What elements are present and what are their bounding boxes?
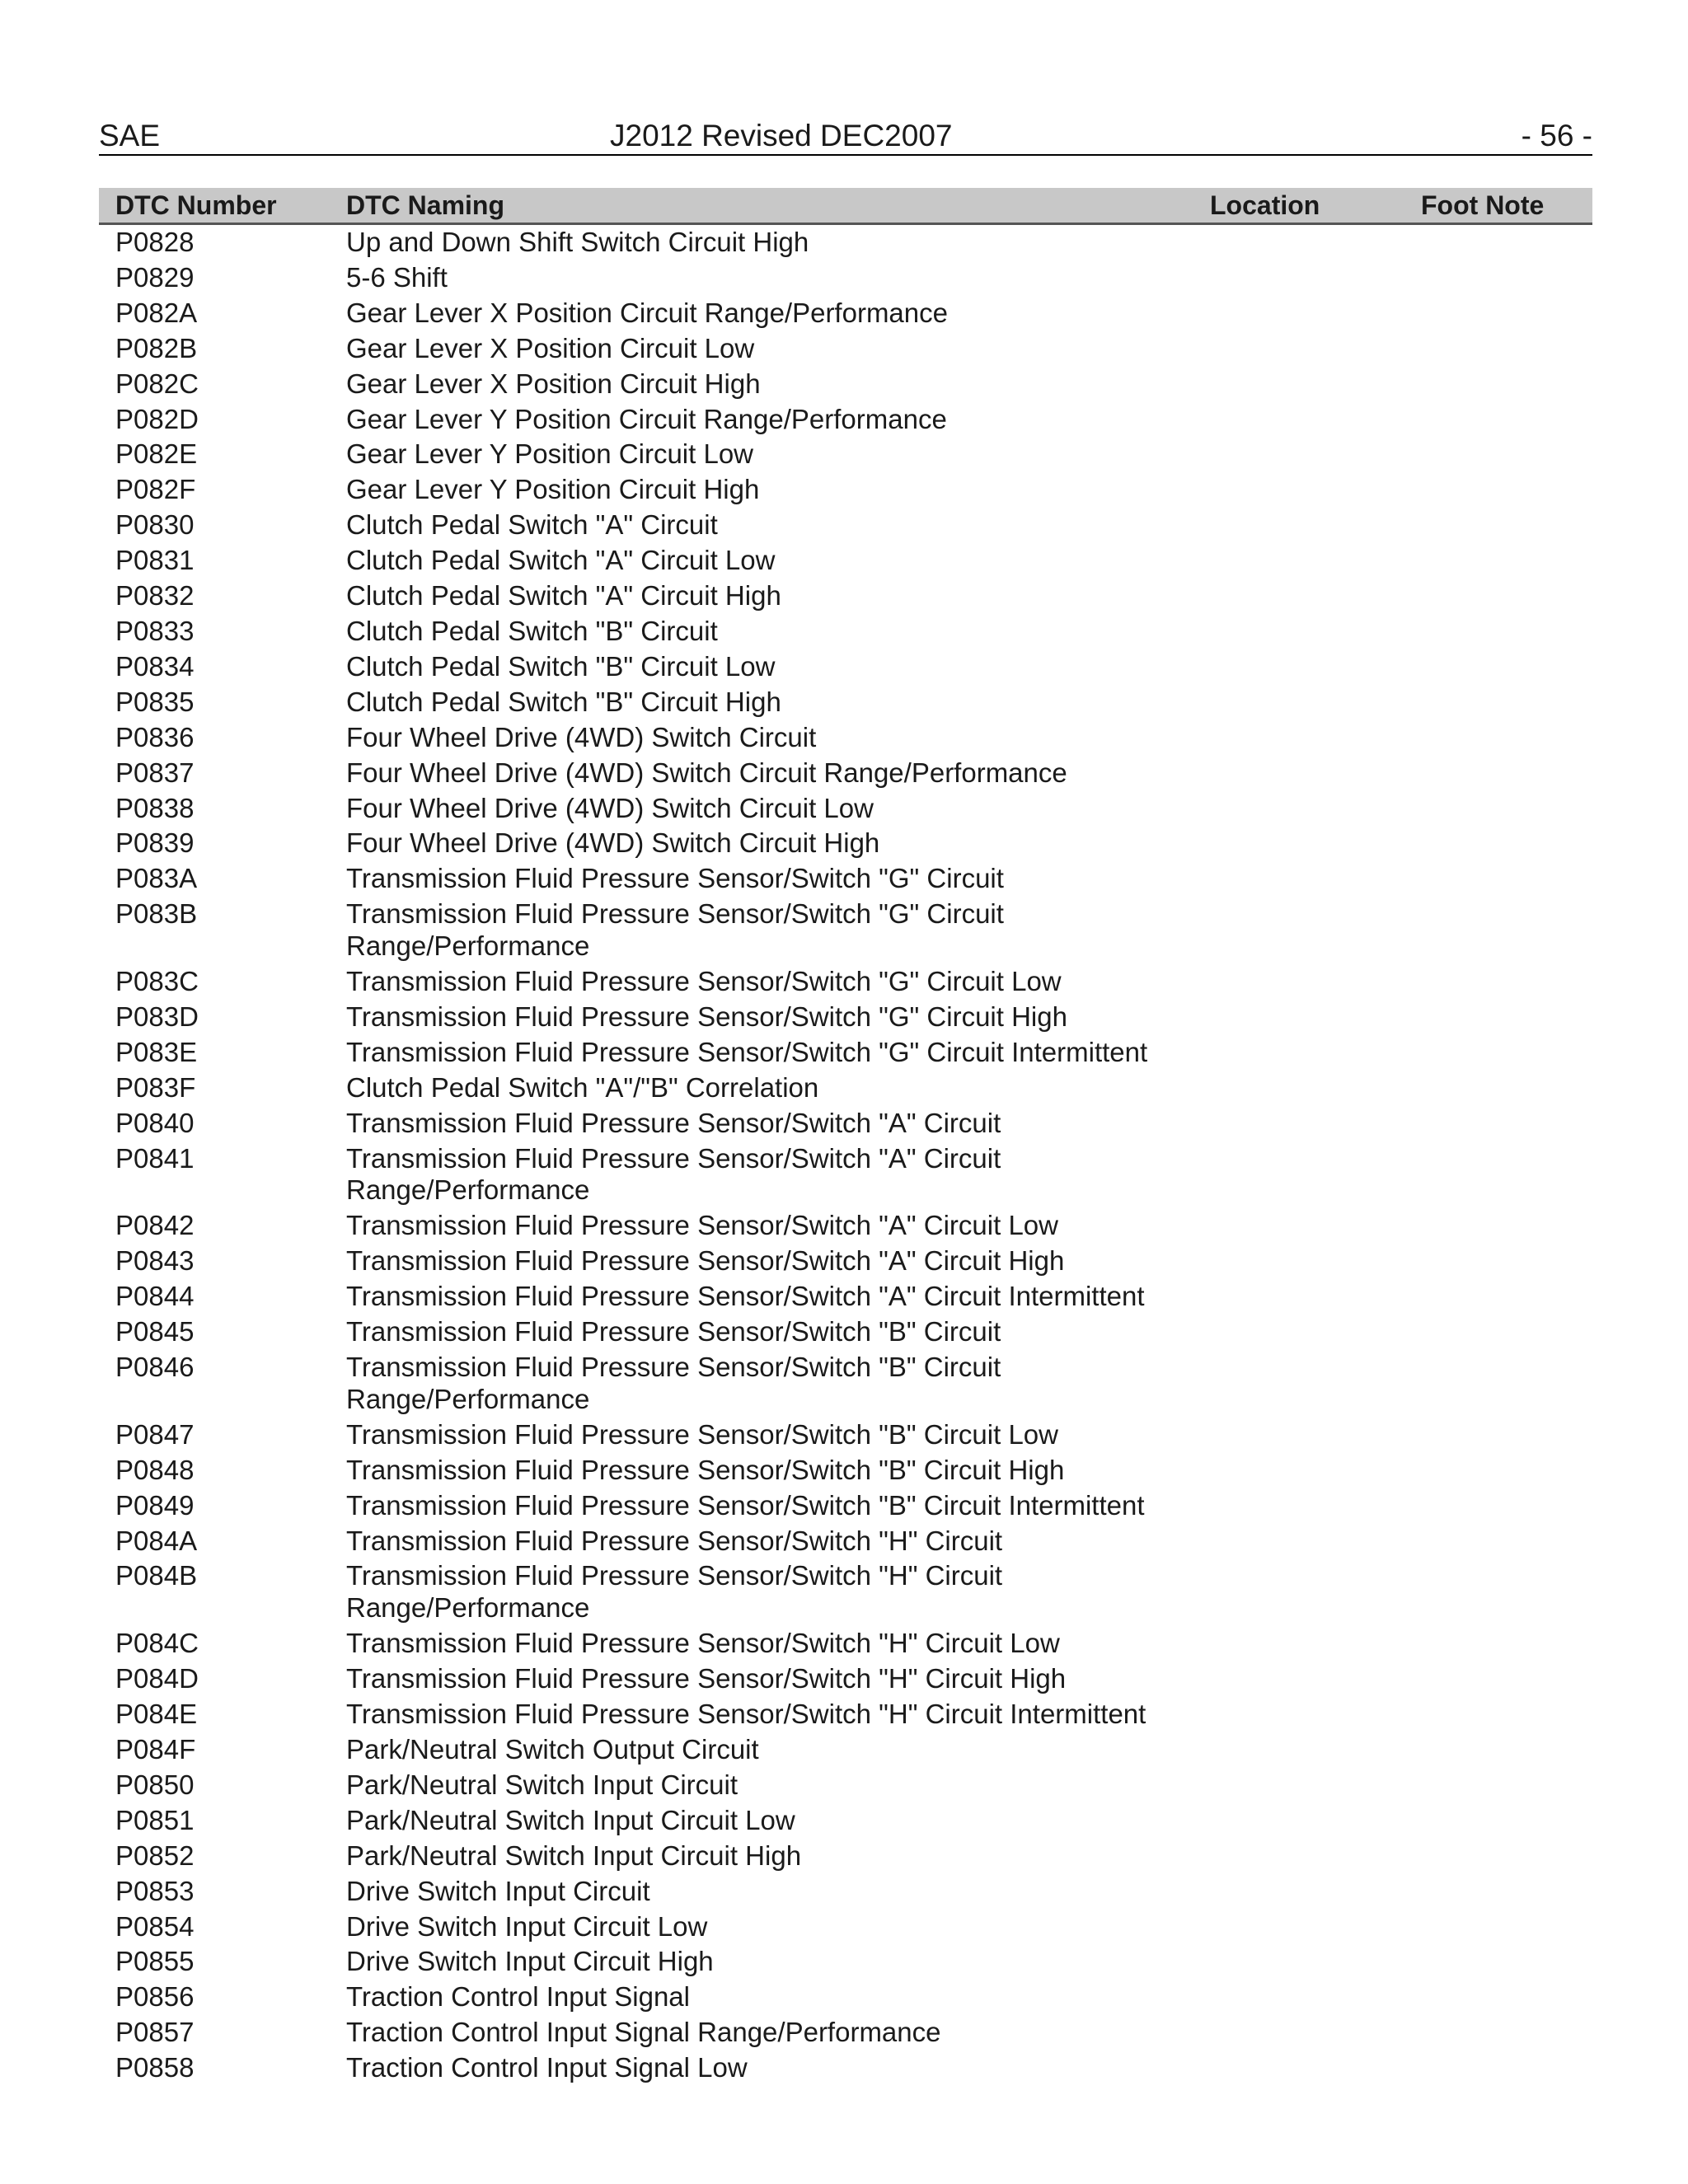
dtc-name: Gear Lever X Position Circuit Low: [346, 332, 755, 363]
dtc-name: Transmission Fluid Pressure Sensor/Switch "B" Circuit High: [346, 1454, 1065, 1485]
dtc-location: [1210, 368, 1421, 401]
dtc-name: Park/Neutral Switch Input Circuit Low: [346, 1804, 795, 1835]
dtc-location: [1210, 1628, 1421, 1660]
dtc-location: [1210, 651, 1421, 683]
dtc-footnote: [1421, 1981, 1592, 2013]
column-header-dtc-naming: DTC Naming: [346, 190, 504, 220]
dtc-footnote: [1421, 2017, 1592, 2049]
dtc-location: [1210, 227, 1421, 259]
dtc-name: Traction Control Input Signal Low: [346, 2052, 748, 2083]
dtc-name: Transmission Fluid Pressure Sensor/Switch "B" Circuit: [346, 1316, 1001, 1347]
table-row: [99, 826, 1592, 861]
dtc-name: Drive Switch Input Circuit Low: [346, 1910, 708, 1942]
dtc-name: Park/Neutral Switch Input Circuit High: [346, 1840, 802, 1871]
dtc-code: P0841: [115, 1142, 195, 1174]
dtc-footnote: [1421, 298, 1592, 330]
dtc-location: [1210, 1805, 1421, 1837]
dtc-name: Transmission Fluid Pressure Sensor/Switch "H" Circuit Intermittent: [346, 1699, 1146, 1730]
dtc-footnote: [1421, 1526, 1592, 1558]
dtc-footnote: [1421, 1143, 1592, 1207]
dtc-code: P084D: [115, 1663, 199, 1694]
table-row: [99, 2050, 1592, 2086]
table-row: [99, 1803, 1592, 1839]
dtc-location: [1210, 580, 1421, 612]
dtc-location: [1210, 1455, 1421, 1487]
dtc-footnote: [1421, 1699, 1592, 1731]
table-row: [99, 1910, 1592, 1945]
dtc-code: P0844: [115, 1281, 195, 1312]
header-org: SAE: [99, 119, 161, 152]
table-row: [99, 1279, 1592, 1315]
table-row: [99, 614, 1592, 649]
table-row: [99, 720, 1592, 756]
dtc-code: P082C: [115, 368, 199, 399]
dtc-name: Transmission Fluid Pressure Sensor/Switch "H" Circuit Low: [346, 1628, 1060, 1659]
table-row: [99, 1000, 1592, 1035]
dtc-footnote: [1421, 1628, 1592, 1660]
dtc-name: Drive Switch Input Circuit High: [346, 1946, 714, 1977]
dtc-location: [1210, 1490, 1421, 1522]
table-row: [99, 1418, 1592, 1453]
dtc-code: P084F: [115, 1733, 196, 1765]
dtc-footnote: [1421, 368, 1592, 401]
dtc-location: [1210, 1981, 1421, 2013]
dtc-code: P0828: [115, 227, 195, 257]
dtc-location: [1210, 298, 1421, 330]
dtc-location: [1210, 827, 1421, 860]
dtc-name: Transmission Fluid Pressure Sensor/Switch "H" Circuit Range/Performance: [346, 1560, 1003, 1624]
dtc-location: [1210, 1840, 1421, 1872]
table-row: [99, 1626, 1592, 1661]
dtc-name: Clutch Pedal Switch "A" Circuit High: [346, 580, 781, 612]
dtc-code: P0856: [115, 1981, 195, 2013]
dtc-location: [1210, 1734, 1421, 1766]
dtc-footnote: [1421, 687, 1592, 719]
table-row: [99, 1697, 1592, 1732]
dtc-footnote: [1421, 1769, 1592, 1802]
dtc-footnote: [1421, 757, 1592, 790]
dtc-name: Transmission Fluid Pressure Sensor/Switch "G" Circuit: [346, 863, 1004, 894]
dtc-code: P083F: [115, 1071, 196, 1103]
dtc-footnote: [1421, 1455, 1592, 1487]
dtc-footnote: [1421, 2052, 1592, 2084]
dtc-location: [1210, 2052, 1421, 2084]
dtc-name: Transmission Fluid Pressure Sensor/Switch "B" Circuit Low: [346, 1418, 1058, 1450]
dtc-footnote: [1421, 1490, 1592, 1522]
dtc-footnote: [1421, 898, 1592, 963]
dtc-footnote: [1421, 1946, 1592, 1978]
dtc-footnote: [1421, 404, 1592, 436]
dtc-name: Clutch Pedal Switch "A"/"B" Correlation: [346, 1071, 819, 1103]
dtc-location: [1210, 966, 1421, 998]
dtc-name: 5-6 Shift: [346, 261, 448, 293]
dtc-code: P0850: [115, 1769, 195, 1800]
dtc-footnote: [1421, 1560, 1592, 1624]
table-row: [99, 2015, 1592, 2050]
dtc-name: Gear Lever Y Position Circuit High: [346, 474, 760, 505]
table-row: [99, 756, 1592, 791]
dtc-location: [1210, 863, 1421, 895]
column-header-foot-note: Foot Note: [1421, 190, 1545, 220]
dtc-footnote: [1421, 966, 1592, 998]
dtc-name: Park/Neutral Switch Output Circuit: [346, 1733, 759, 1765]
dtc-code: P0836: [115, 721, 195, 752]
table-row: [99, 685, 1592, 720]
dtc-name: Four Wheel Drive (4WD) Switch Circuit High: [346, 827, 880, 859]
dtc-name: Transmission Fluid Pressure Sensor/Switch "B" Circuit Intermittent: [346, 1489, 1145, 1521]
dtc-footnote: [1421, 333, 1592, 365]
dtc-location: [1210, 404, 1421, 436]
dtc-code: P0838: [115, 792, 195, 823]
dtc-name: Transmission Fluid Pressure Sensor/Switch "B" Circuit Range/Performance: [346, 1352, 1001, 1414]
dtc-location: [1210, 1769, 1421, 1802]
table-row: [99, 1768, 1592, 1803]
dtc-location: [1210, 1210, 1421, 1242]
dtc-footnote: [1421, 1072, 1592, 1104]
dtc-code: P0845: [115, 1316, 195, 1347]
dtc-name: Clutch Pedal Switch "B" Circuit: [346, 615, 718, 646]
dtc-name: Transmission Fluid Pressure Sensor/Switch "G" Circuit Range/Performance: [346, 898, 1004, 962]
table-row: [99, 579, 1592, 614]
dtc-location: [1210, 545, 1421, 577]
table-row: [99, 1453, 1592, 1488]
dtc-footnote: [1421, 1001, 1592, 1033]
table-row: [99, 437, 1592, 472]
dtc-footnote: [1421, 1911, 1592, 1943]
dtc-code: P082B: [115, 332, 198, 363]
table-row: [99, 1732, 1592, 1768]
dtc-footnote: [1421, 827, 1592, 860]
dtc-code: P0851: [115, 1804, 195, 1835]
dtc-code: P084E: [115, 1699, 198, 1730]
dtc-location: [1210, 1526, 1421, 1558]
dtc-code: P0857: [115, 2017, 195, 2048]
dtc-name: Traction Control Input Signal Range/Performance: [346, 2017, 941, 2048]
dtc-footnote: [1421, 1316, 1592, 1348]
table-row: [99, 1244, 1592, 1279]
dtc-name: Traction Control Input Signal: [346, 1981, 690, 2013]
table-row: [99, 1661, 1592, 1697]
dtc-footnote: [1421, 651, 1592, 683]
dtc-code: P082D: [115, 403, 199, 434]
dtc-location: [1210, 474, 1421, 506]
dtc-name: Transmission Fluid Pressure Sensor/Switch "A" Circuit High: [346, 1245, 1065, 1277]
dtc-table: [99, 188, 1592, 2086]
table-row: [99, 861, 1592, 897]
dtc-location: [1210, 1281, 1421, 1313]
table-row: [99, 1524, 1592, 1559]
table-row: [99, 1315, 1592, 1350]
dtc-code: P082E: [115, 438, 198, 470]
table-row: [99, 260, 1592, 296]
table-row: [99, 402, 1592, 438]
dtc-name: Drive Switch Input Circuit: [346, 1875, 650, 1906]
dtc-name: Up and Down Shift Switch Circuit High: [346, 227, 809, 257]
dtc-name: Park/Neutral Switch Input Circuit: [346, 1769, 738, 1800]
dtc-name: Transmission Fluid Pressure Sensor/Switch "A" Circuit Low: [346, 1210, 1058, 1241]
dtc-code: P0846: [115, 1352, 195, 1382]
table-row: [99, 225, 1592, 260]
dtc-location: [1210, 1143, 1421, 1207]
dtc-code: P0834: [115, 650, 195, 682]
table-row: [99, 1141, 1592, 1209]
dtc-name: Transmission Fluid Pressure Sensor/Switch "H" Circuit: [346, 1525, 1003, 1556]
dtc-location: [1210, 438, 1421, 471]
dtc-location: [1210, 757, 1421, 790]
dtc-code: P0837: [115, 757, 195, 788]
table-row: [99, 543, 1592, 579]
dtc-code: P082F: [115, 474, 196, 505]
dtc-code: P0848: [115, 1454, 195, 1485]
table-row: [99, 1106, 1592, 1141]
table-row: [99, 296, 1592, 331]
dtc-code: P083E: [115, 1036, 198, 1067]
dtc-footnote: [1421, 1419, 1592, 1451]
table-row: [99, 1071, 1592, 1106]
dtc-location: [1210, 1419, 1421, 1451]
table-row: [99, 508, 1592, 543]
table-row: [99, 1035, 1592, 1071]
dtc-footnote: [1421, 722, 1592, 754]
dtc-location: [1210, 1037, 1421, 1069]
dtc-code: P0842: [115, 1210, 195, 1241]
dtc-name: Transmission Fluid Pressure Sensor/Switch "H" Circuit High: [346, 1663, 1067, 1694]
dtc-code: P0843: [115, 1245, 195, 1277]
dtc-footnote: [1421, 616, 1592, 648]
column-header-location: Location: [1210, 190, 1320, 220]
dtc-footnote: [1421, 262, 1592, 294]
dtc-code: P0830: [115, 509, 195, 541]
dtc-location: [1210, 1352, 1421, 1416]
table-header: [99, 188, 1592, 225]
dtc-footnote: [1421, 474, 1592, 506]
dtc-footnote: [1421, 863, 1592, 895]
dtc-code: P0853: [115, 1875, 195, 1906]
dtc-name: Clutch Pedal Switch "B" Circuit High: [346, 686, 781, 717]
dtc-name: Four Wheel Drive (4WD) Switch Circuit: [346, 721, 817, 752]
dtc-footnote: [1421, 1210, 1592, 1242]
dtc-location: [1210, 1072, 1421, 1104]
dtc-name: Transmission Fluid Pressure Sensor/Switch "G" Circuit Low: [346, 966, 1062, 997]
table-row: [99, 649, 1592, 685]
dtc-name: Clutch Pedal Switch "A" Circuit: [346, 509, 718, 541]
dtc-location: [1210, 722, 1421, 754]
dtc-footnote: [1421, 227, 1592, 259]
dtc-name: Transmission Fluid Pressure Sensor/Switch "A" Circuit Intermittent: [346, 1281, 1145, 1312]
dtc-location: [1210, 1001, 1421, 1033]
table-row: [99, 367, 1592, 402]
dtc-code: P0849: [115, 1489, 195, 1521]
table-row: [99, 1488, 1592, 1524]
dtc-location: [1210, 687, 1421, 719]
dtc-footnote: [1421, 438, 1592, 471]
dtc-footnote: [1421, 793, 1592, 825]
dtc-location: [1210, 262, 1421, 294]
table-row: [99, 791, 1592, 827]
dtc-location: [1210, 1946, 1421, 1978]
dtc-code: P0852: [115, 1840, 195, 1871]
dtc-code: P083B: [115, 898, 198, 930]
dtc-location: [1210, 509, 1421, 541]
table-row: [99, 964, 1592, 1000]
dtc-name: Transmission Fluid Pressure Sensor/Switch "A" Circuit: [346, 1107, 1001, 1138]
table-row: [99, 1874, 1592, 1910]
table-row: [99, 1839, 1592, 1874]
dtc-code: P0840: [115, 1107, 195, 1138]
table-row: [99, 1558, 1592, 1626]
column-header-dtc-number: DTC Number: [115, 190, 277, 220]
dtc-footnote: [1421, 1805, 1592, 1837]
dtc-footnote: [1421, 509, 1592, 541]
dtc-name: Four Wheel Drive (4WD) Switch Circuit Range/Performance: [346, 757, 1067, 788]
dtc-location: [1210, 616, 1421, 648]
dtc-footnote: [1421, 580, 1592, 612]
dtc-footnote: [1421, 545, 1592, 577]
dtc-code: P0847: [115, 1418, 195, 1450]
dtc-name: Gear Lever X Position Circuit High: [346, 368, 761, 399]
dtc-location: [1210, 1108, 1421, 1140]
dtc-name: Clutch Pedal Switch "B" Circuit Low: [346, 650, 776, 682]
dtc-location: [1210, 333, 1421, 365]
dtc-location: [1210, 1699, 1421, 1731]
dtc-name: Transmission Fluid Pressure Sensor/Switch "G" Circuit High: [346, 1001, 1067, 1032]
dtc-footnote: [1421, 1281, 1592, 1313]
dtc-name: Gear Lever Y Position Circuit Low: [346, 438, 754, 470]
dtc-location: [1210, 1911, 1421, 1943]
dtc-name: Four Wheel Drive (4WD) Switch Circuit Low: [346, 792, 874, 823]
dtc-footnote: [1421, 1840, 1592, 1872]
dtc-location: [1210, 1876, 1421, 1908]
table-row: [99, 472, 1592, 508]
dtc-name: Gear Lever X Position Circuit Range/Performance: [346, 297, 948, 328]
table-row: [99, 897, 1592, 964]
dtc-code: P084A: [115, 1525, 198, 1556]
dtc-code: P0855: [115, 1946, 195, 1977]
dtc-code: P0854: [115, 1910, 195, 1942]
dtc-code: P083D: [115, 1001, 199, 1032]
dtc-code: P0835: [115, 686, 195, 717]
dtc-code: P084C: [115, 1628, 199, 1659]
dtc-name: Clutch Pedal Switch "A" Circuit Low: [346, 545, 776, 576]
dtc-location: [1210, 1316, 1421, 1348]
dtc-footnote: [1421, 1663, 1592, 1695]
dtc-code: P083C: [115, 966, 199, 997]
dtc-code: P082A: [115, 297, 198, 328]
header-document-id: J2012 Revised DEC2007: [610, 119, 953, 152]
dtc-location: [1210, 1560, 1421, 1624]
dtc-location: [1210, 1245, 1421, 1277]
table-row: [99, 1980, 1592, 2015]
dtc-footnote: [1421, 1108, 1592, 1140]
table-row: [99, 331, 1592, 367]
dtc-name: Transmission Fluid Pressure Sensor/Switch "A" Circuit Range/Performance: [346, 1142, 1001, 1206]
dtc-code: P0858: [115, 2052, 195, 2083]
dtc-location: [1210, 898, 1421, 963]
dtc-location: [1210, 2017, 1421, 2049]
dtc-code: P083A: [115, 863, 198, 894]
dtc-code: P0833: [115, 615, 195, 646]
dtc-code: P0832: [115, 580, 195, 612]
dtc-code: P084B: [115, 1560, 198, 1591]
table-row: [99, 1944, 1592, 1980]
dtc-code: P0839: [115, 827, 195, 859]
dtc-footnote: [1421, 1245, 1592, 1277]
page-header: [99, 117, 1592, 156]
dtc-name: Transmission Fluid Pressure Sensor/Switch "G" Circuit Intermittent: [346, 1036, 1148, 1067]
table-row: [99, 1350, 1592, 1418]
dtc-code: P0829: [115, 261, 195, 293]
dtc-location: [1210, 1663, 1421, 1695]
dtc-footnote: [1421, 1734, 1592, 1766]
dtc-footnote: [1421, 1876, 1592, 1908]
dtc-name: Gear Lever Y Position Circuit Range/Performance: [346, 403, 947, 434]
dtc-footnote: [1421, 1352, 1592, 1416]
header-page-number: - 56 -: [1521, 119, 1592, 152]
dtc-footnote: [1421, 1037, 1592, 1069]
table-row: [99, 1208, 1592, 1244]
dtc-location: [1210, 793, 1421, 825]
table-body: [99, 225, 1592, 2086]
dtc-code: P0831: [115, 545, 195, 576]
